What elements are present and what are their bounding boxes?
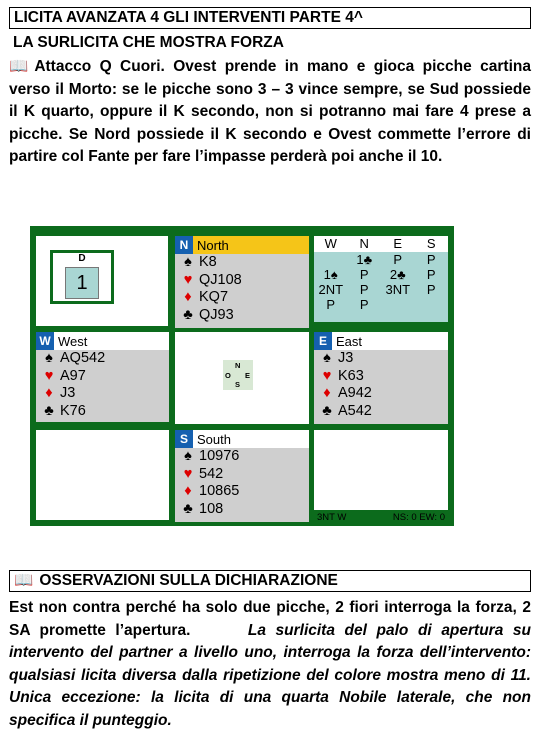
bid-header-e: E — [393, 236, 403, 251]
board-number: 1 — [65, 267, 99, 299]
score-text: NS: 0 EW: 0 — [392, 512, 445, 523]
south-name: South — [197, 431, 231, 447]
east-spades: J3 — [338, 350, 354, 366]
spade-icon: ♠ — [323, 350, 331, 366]
compass-n: N — [235, 361, 241, 370]
bid: P — [359, 267, 369, 282]
bid-header-n: N — [359, 236, 369, 251]
result-cell — [314, 430, 448, 510]
bid: P — [426, 267, 436, 282]
spade-icon: ♠ — [45, 350, 53, 366]
empty-cell — [36, 430, 169, 520]
bid-header-w: W — [324, 236, 337, 251]
diamond-icon: ♦ — [184, 483, 192, 499]
bid: P — [393, 252, 403, 267]
spade-icon: ♠ — [184, 254, 192, 270]
diamond-icon: ♦ — [323, 385, 331, 401]
north-hearts: QJ108 — [199, 271, 242, 288]
south-hearts: 542 — [199, 465, 224, 482]
west-dir-badge: W — [36, 332, 54, 350]
intro-paragraph — [9, 56, 531, 169]
hand-north — [175, 236, 309, 328]
hand-east — [314, 332, 448, 424]
east-clubs: A542 — [338, 402, 372, 419]
section-title: LA SURLICITA CHE MOSTRA FORZA — [13, 34, 284, 51]
diamond-icon: ♦ — [184, 289, 192, 305]
bridge-diagram — [30, 226, 454, 526]
club-icon: ♣ — [183, 500, 193, 517]
bid — [381, 297, 415, 312]
dealer-box — [50, 250, 114, 304]
west-clubs: K76 — [60, 402, 86, 419]
club-icon: ♣ — [322, 402, 332, 419]
hand-south — [175, 430, 309, 522]
north-name: North — [197, 237, 229, 253]
bidding-row — [314, 297, 448, 312]
book-icon: 📖 — [9, 58, 29, 75]
center-cell — [175, 332, 309, 424]
north-dir-badge: N — [175, 236, 193, 254]
status-bar — [314, 512, 448, 524]
bidding-headers — [314, 236, 448, 252]
book-icon: 📖 — [14, 572, 34, 589]
bid: P — [359, 282, 369, 297]
bid — [415, 297, 449, 312]
south-dir-badge: S — [175, 430, 193, 448]
obs-italic-text: La surlicita del palo di apertura su intervento del partner a livello uno, interroga la forza dell’intervento: qualsiasi licita diversa dalla ripetizione del colore mostra meno di 11. Unica eccezione: la licita di una quarta Nobile laterale, che non specifica il punteggio. — [9, 621, 532, 729]
east-name: East — [336, 333, 363, 349]
club-icon: ♣ — [44, 402, 54, 419]
bid: 1♠ — [323, 267, 338, 282]
header-title: LICITA AVANZATA 4 GLI INTERVENTI PARTE 4^ — [9, 7, 531, 29]
obs-title — [9, 570, 531, 592]
heart-icon: ♥ — [322, 367, 332, 384]
south-spades: 10976 — [199, 448, 240, 464]
heart-icon: ♥ — [44, 367, 54, 384]
dealer-label: D — [78, 253, 86, 264]
bidding-row — [314, 267, 448, 282]
bid-header-s: S — [426, 236, 436, 251]
heart-icon: ♥ — [183, 465, 193, 482]
spade-icon: ♠ — [184, 448, 192, 464]
intro-text: Attacco Q Cuori. Ovest prende in mano e gioca picche cartina verso il Morto: se le picche sono 3 – 3 vince sempre, se Sud possiede il K quarto, oppure il K secondo, non si potranno mai fare 4 prese a picche. Se Nord possiede il K secondo e Ovest commette l’errore di partire col Fante per fare l’impasse perderà poi anche il 10. — [9, 58, 531, 165]
diamond-icon: ♦ — [45, 385, 53, 401]
hand-west — [36, 332, 169, 422]
bid: 3NT — [385, 282, 411, 297]
bid: 1♣ — [356, 252, 373, 267]
heart-icon: ♥ — [183, 271, 193, 288]
club-icon: ♣ — [183, 306, 193, 323]
obs-normal-text: Est non contra perché ha solo due picche, 2 fiori interroga la forza, 2 SA promette l’apertura. — [9, 599, 531, 639]
west-spades: AQ542 — [60, 350, 106, 366]
south-clubs: 108 — [199, 500, 224, 517]
bid: P — [426, 252, 436, 267]
obs-title-text: OSSERVAZIONI SULLA DICHIARAZIONE — [39, 572, 338, 589]
east-dir-badge: E — [314, 332, 332, 350]
west-name: West — [58, 333, 88, 349]
north-diamonds: KQ7 — [199, 289, 229, 305]
bid — [314, 252, 348, 267]
north-clubs: QJ93 — [199, 306, 234, 323]
north-spades: K8 — [199, 254, 217, 270]
obs-paragraph — [9, 597, 531, 732]
contract-text: 3NT W — [317, 512, 347, 523]
bidding-row — [314, 252, 448, 267]
bid: 2NT — [318, 282, 344, 297]
west-diamonds: J3 — [60, 385, 76, 401]
bid: P — [326, 297, 336, 312]
compass-o: O — [225, 371, 231, 380]
bidding-box — [314, 236, 448, 322]
south-diamonds: 10865 — [199, 483, 240, 499]
bid: P — [359, 297, 369, 312]
bidding-row — [314, 282, 448, 297]
west-hearts: A97 — [60, 367, 86, 384]
compass-s: S — [235, 380, 241, 389]
east-diamonds: A942 — [338, 385, 372, 401]
compass-e: E — [245, 371, 251, 380]
bid: P — [426, 282, 436, 297]
bid: 2♣ — [389, 267, 406, 282]
compass — [223, 360, 253, 390]
east-hearts: K63 — [338, 367, 364, 384]
dealer-cell — [36, 236, 168, 326]
